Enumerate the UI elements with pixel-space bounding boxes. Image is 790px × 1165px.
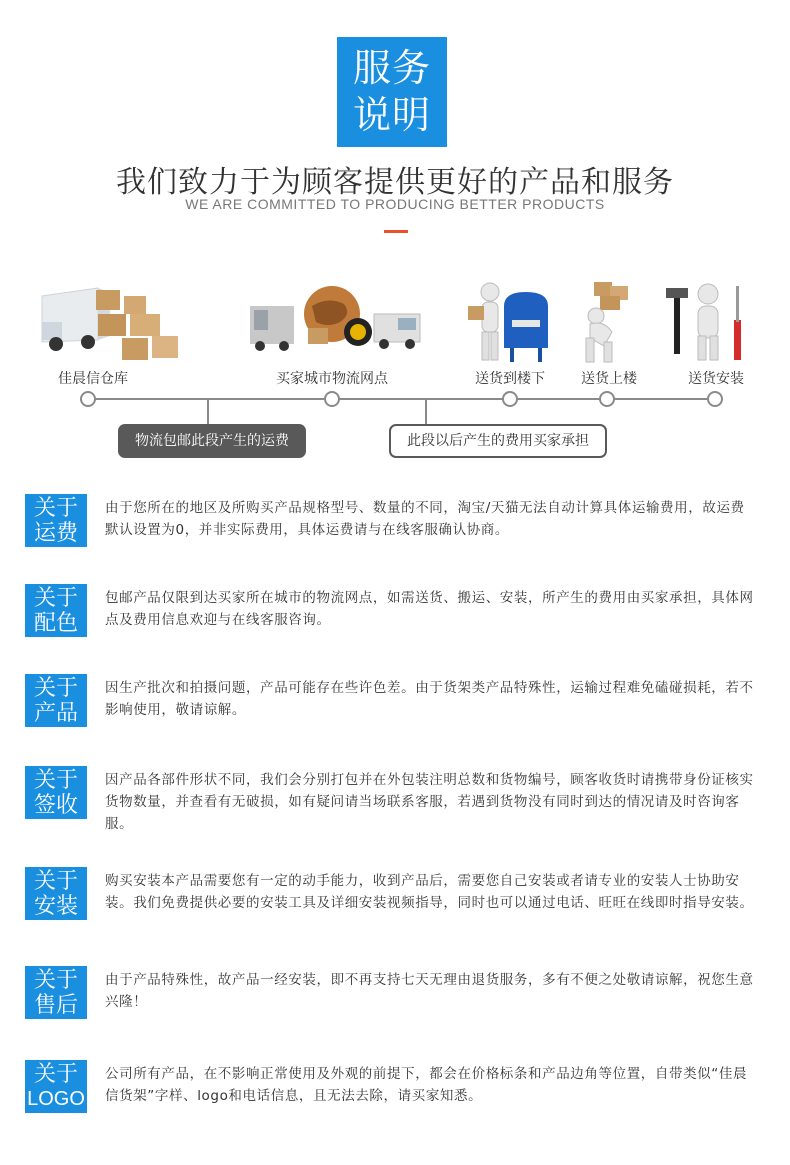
section-badge-line1: 关于: [33, 496, 78, 521]
page-subtitle: WE ARE COMMITTED TO PRODUCING BETTER PRODUCTS: [185, 196, 605, 212]
section-badge: [25, 766, 87, 819]
title-accent-bar: [384, 230, 408, 233]
section-text: 由于产品特殊性，故产品一经安装，即不再支持七天无理由退货服务，多有不便之处敬请谅解，祝您生意兴隆！: [105, 972, 754, 1010]
buyer-pays-segment-label: 此段以后产生的费用买家承担: [389, 424, 607, 458]
section-badge-line1: 关于: [33, 1062, 78, 1087]
section-badge-line2: LOGO: [27, 1088, 85, 1110]
section-badge-line1: 关于: [33, 676, 78, 701]
section-badge: [25, 966, 87, 1019]
page-title: 我们致力于为顾客提供更好的产品和服务: [116, 165, 674, 200]
section-text: 由于您所在的地区及所购买产品规格型号、数量的不同，淘宝/天猫无法自动计算具体运输费用，故运费默认设置为0，并非实际费用，具体运费请与在线客服确认协商。: [105, 500, 745, 538]
globe-vehicles-icon: [248, 284, 424, 356]
service-badge: [337, 37, 447, 147]
stage-label-warehouse: 佳晨信仓库: [58, 371, 128, 387]
stage-label-upstairs: 送货上楼: [581, 371, 637, 387]
section-badge-line1: 关于: [33, 586, 78, 611]
badge-line1: 服务: [352, 46, 431, 90]
section-badge-line1: 关于: [33, 968, 78, 993]
section-badge-line2: 运费: [33, 521, 78, 546]
section-badge-line2: 安装: [33, 894, 78, 919]
stage-label-install: 送货安装: [688, 371, 744, 387]
section-text: 因产品各部件形状不同，我们会分别打包并在外包装注明总数和货物编号，顾客收货时请携带身份证核实货物数量，并查看有无破损，如有疑问请当场联系客服，若遇到货物没有同时到达的情况请及时咨询客服。: [105, 772, 754, 832]
section-text: 公司所有产品，在不影响正常使用及外观的前提下，都会在价格标条和产品边角等位置，自带类似“佳晨信货架”字样、logo和电话信息，且无法去除，请买家知悉。: [105, 1066, 748, 1104]
timeline-node: [502, 391, 518, 407]
section-badge: [25, 1060, 87, 1113]
section-text: 购买安装本产品需要您有一定的动手能力，收到产品后，需要您自己安装或者请专业的安装人士协助安装。我们免费提供必要的安装工具及详细安装视频指导，同时也可以通过电话、旺旺在线即时指导安装。: [105, 873, 754, 911]
connector-line: [207, 400, 209, 424]
badge-line2: 说明: [352, 93, 431, 137]
stage-label-city-depot: 买家城市物流网点: [276, 371, 388, 387]
section-badge: [25, 867, 87, 920]
stage-label-downstairs: 送货到楼下: [475, 371, 545, 387]
timeline-node: [324, 391, 340, 407]
truck-boxes-icon: [38, 282, 180, 362]
section-badge-line2: 签收: [33, 793, 78, 818]
timeline-line: [88, 398, 716, 400]
timeline-node: [599, 391, 615, 407]
section-badge-line2: 售后: [33, 993, 78, 1018]
section-badge-line2: 配色: [33, 611, 78, 636]
section-text: 包邮产品仅限到达买家所在城市的物流网点，如需送货、搬运、安装，所产生的费用由买家承担，具体网点及费用信息欢迎与在线客服咨询。: [105, 590, 754, 628]
carry-boxes-icon: [564, 276, 654, 364]
section-badge-line1: 关于: [33, 869, 78, 894]
section-badge-line1: 关于: [33, 768, 78, 793]
timeline-node: [707, 391, 723, 407]
section-badge-line2: 产品: [33, 701, 78, 726]
tools-installer-icon: [664, 276, 754, 364]
free-shipping-segment-label: 物流包邮此段产生的运费: [118, 424, 306, 458]
section-badge: [25, 674, 87, 727]
connector-line: [425, 400, 427, 424]
section-badge: [25, 494, 87, 547]
timeline-node: [80, 391, 96, 407]
section-text: 因生产批次和拍摄问题，产品可能存在些许色差。由于货架类产品特殊性，运输过程难免磕碰损耗，若不影响使用，敬请谅解。: [105, 680, 754, 718]
mailbox-courier-icon: [464, 276, 556, 364]
section-badge: [25, 584, 87, 637]
